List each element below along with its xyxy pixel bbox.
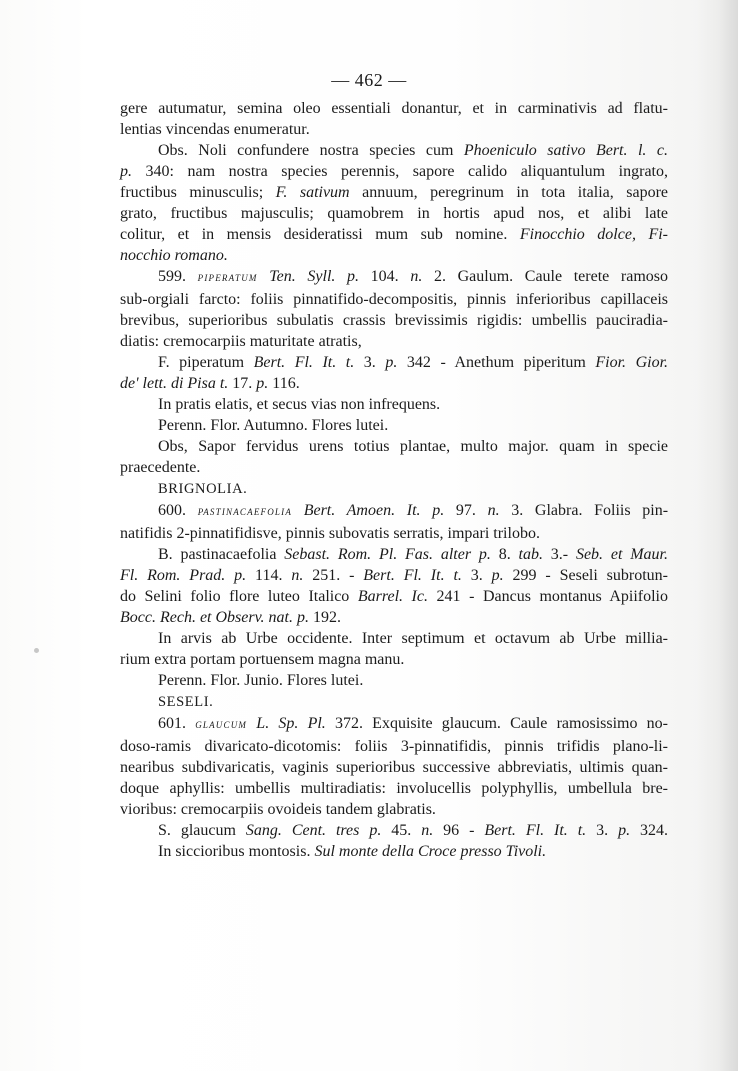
text-run: grato, fructibus majusculis; quamobrem in hortis apud nos, et alibi late xyxy=(120,205,668,222)
text-run: 372. Exquisite glaucum. Caule ramosissimo no- xyxy=(325,715,669,732)
text-run: Finocchio dolce, Fi- xyxy=(519,226,669,243)
text-run: 599. xyxy=(158,268,198,285)
species-entry-601 xyxy=(120,713,668,736)
text-run: SESELI. xyxy=(158,694,214,710)
text-run: Fl. Rom. Prad. p. xyxy=(120,567,247,584)
text-run: p. xyxy=(256,375,269,392)
text-run: Bocc. Rech. et Observ. nat. p. xyxy=(120,609,309,626)
text-line xyxy=(120,310,668,331)
text-run: tab. xyxy=(518,546,543,563)
text-run: Seb. et Maur. xyxy=(575,546,668,563)
text-run: In siccioribus montosis. xyxy=(158,843,315,860)
text-run: 340: nam nostra species perennis, sapore calido aliquantulum ingrato, xyxy=(132,163,668,180)
text-line xyxy=(120,98,668,119)
text-run: Perenn. Flor. Autumno. Flores lutei. xyxy=(158,417,389,434)
text-line xyxy=(120,670,668,691)
text-run: F. sativum xyxy=(275,184,350,201)
text-line xyxy=(120,331,668,352)
text-run: 104. xyxy=(359,268,411,285)
text-run: Bert. Amoen. It. p. xyxy=(292,502,445,519)
text-run: S. glaucum xyxy=(158,822,246,839)
text-run: In pratis elatis, et secus vias non infrequens. xyxy=(158,396,441,413)
text-run: BRIGNOLIA. xyxy=(158,481,248,497)
text-run: Sul monte della Croce presso Tivoli. xyxy=(314,843,547,860)
text-run: annuum, peregrinum in tota italia, sapore xyxy=(349,184,669,201)
text-run: B. pastinacaefolia xyxy=(158,546,285,563)
text-run: Fior. Gior. xyxy=(595,354,669,371)
text-line xyxy=(120,203,668,224)
text-run: Perenn. Flor. Junio. Flores lutei. xyxy=(158,672,364,689)
text-run: 299 - Seseli subrotun- xyxy=(503,567,669,584)
text-run: 45. xyxy=(381,822,422,839)
text-run: PASTINACAEFOLIA xyxy=(197,507,293,517)
text-line xyxy=(120,119,668,140)
text-line xyxy=(120,799,668,820)
page-number: — 462 — xyxy=(331,70,407,90)
text-line xyxy=(120,736,668,757)
text-run: GLAUCUM xyxy=(195,720,248,730)
text-run: 600. xyxy=(158,502,198,519)
text-run: gere autumatur, semina oleo essentiali donantur, et in carminativis ad flatu- xyxy=(120,100,668,117)
page-edge-shadow xyxy=(696,0,738,1071)
text-run: do Selini folio flore luteo Italico xyxy=(120,588,358,605)
text-line xyxy=(120,841,668,862)
text-run: Sebast. Rom. Pl. Fas. alter p. xyxy=(284,546,491,563)
text-run: Obs. Noli confundere nostra species cum xyxy=(158,142,464,159)
text-run: 192. xyxy=(308,609,341,626)
text-line xyxy=(120,778,668,799)
text-run: p. xyxy=(120,163,132,180)
species-entry-599 xyxy=(120,266,668,289)
text-run: Bert. Fl. It. t. xyxy=(484,822,587,839)
text-run: 8. xyxy=(490,546,519,563)
text-run: rium extra portam portuensem magna manu. xyxy=(120,651,405,668)
text-line xyxy=(120,373,668,394)
text-line xyxy=(120,140,668,161)
genus-heading-brignolia xyxy=(120,478,668,500)
text-run: n. xyxy=(291,567,304,584)
text-run: 96 - xyxy=(433,822,485,839)
text-run: n. xyxy=(421,822,434,839)
text-run: 3.- xyxy=(542,546,576,563)
text-run: nocchio romano. xyxy=(120,247,228,264)
text-line xyxy=(120,289,668,310)
text-run: In arvis ab Urbe occidente. Inter septimum et octavum ab Urbe millia- xyxy=(158,630,668,647)
text-run: p. xyxy=(618,822,631,839)
text-run: praecedente. xyxy=(120,459,201,476)
text-run: p. xyxy=(491,567,504,584)
text-line xyxy=(120,161,668,182)
text-run: p. xyxy=(385,354,398,371)
text-run: sub-orgiali farcto: foliis pinnatifido-decompositis, pinnis inferioribus capillaceis xyxy=(120,291,668,308)
text-run: nearibus subdivaricatis, vaginis superioribus successive abbreviatis, ultimis quan- xyxy=(120,759,668,776)
text-run: Phoeniculo sativo Bert. l. c. xyxy=(463,142,668,159)
text-run: n. xyxy=(410,268,423,285)
text-run: 342 - Anethum piperitum xyxy=(397,354,596,371)
text-run: 241 - Dancus montanus Apiifolio xyxy=(428,588,669,605)
text-line xyxy=(120,523,668,544)
text-run: fructibus minusculis; xyxy=(120,184,276,201)
text-run: 17. xyxy=(228,375,257,392)
text-line xyxy=(120,757,668,778)
text-run: doque aphyllis: umbellis multiradiatis: involucellis polyphyllis, umbellula bre- xyxy=(120,780,668,797)
text-run: 3. xyxy=(354,354,386,371)
text-line xyxy=(120,352,668,373)
text-line xyxy=(120,245,668,266)
text-run: Ten. Syll. p. xyxy=(257,268,360,285)
text-line xyxy=(120,436,668,457)
text-run: F. piperatum xyxy=(158,354,254,371)
text-run: PIPERATUM xyxy=(197,273,258,283)
text-run: L. Sp. Pl. xyxy=(247,715,326,732)
text-run: Bert. Fl. It. t. xyxy=(363,567,462,584)
text-run: 97. xyxy=(444,502,488,519)
text-run: brevibus, superioribus subulatis crassis brevissimis rigidis: umbellis pauciradia- xyxy=(120,312,668,329)
text-run: vioribus: cremocarpiis ovoideis tandem glabratis. xyxy=(120,801,436,818)
text-run: 324. xyxy=(630,822,669,839)
text-run: Barrel. Ic. xyxy=(357,588,428,605)
text-line xyxy=(120,544,668,565)
paper-speck xyxy=(34,648,39,653)
text-line xyxy=(120,394,668,415)
text-run: de' lett. di Pisa t. xyxy=(120,375,229,392)
text-run: natifidis 2-pinnatifidisve, pinnis subovatis serratis, impari trilobo. xyxy=(120,525,540,542)
text-line xyxy=(120,820,668,841)
text-run: doso-ramis divaricato-dicotomis: foliis 3-pinnatifidis, pinnis trifidis plano-li- xyxy=(120,738,668,755)
text-run: Obs, Sapor fervidus urens totius plantae, multo major. quam in specie xyxy=(158,438,668,455)
text-line xyxy=(120,628,668,649)
text-line xyxy=(120,457,668,478)
text-run: Sang. Cent. tres p. xyxy=(245,822,382,839)
text-run: 3. Glabra. Foliis pin- xyxy=(499,502,669,519)
text-run: 2. Gaulum. Caule terete ramoso xyxy=(422,268,668,285)
text-run: colitur, et in mensis desideratissi mum sub nomine. xyxy=(120,226,520,243)
text-run: 3. xyxy=(586,822,619,839)
text-run: 251. - xyxy=(303,567,364,584)
text-line xyxy=(120,565,668,586)
text-line xyxy=(120,415,668,436)
text-run: Bert. Fl. It. t. xyxy=(253,354,355,371)
text-run: 114. xyxy=(246,567,292,584)
species-entry-600 xyxy=(120,500,668,523)
text-line xyxy=(120,586,668,607)
text-run: 601. xyxy=(158,715,196,732)
genus-heading-seseli xyxy=(120,691,668,713)
text-run: 3. xyxy=(461,567,492,584)
page-body xyxy=(120,98,668,862)
text-run: 116. xyxy=(268,375,300,392)
text-line xyxy=(120,224,668,245)
text-run: diatis: cremocarpiis maturitate atratis, xyxy=(120,333,362,350)
text-line xyxy=(120,182,668,203)
text-line xyxy=(120,649,668,670)
text-run: lentias vincendas enumeratur. xyxy=(120,121,310,138)
text-line xyxy=(120,607,668,628)
text-run: n. xyxy=(487,502,500,519)
